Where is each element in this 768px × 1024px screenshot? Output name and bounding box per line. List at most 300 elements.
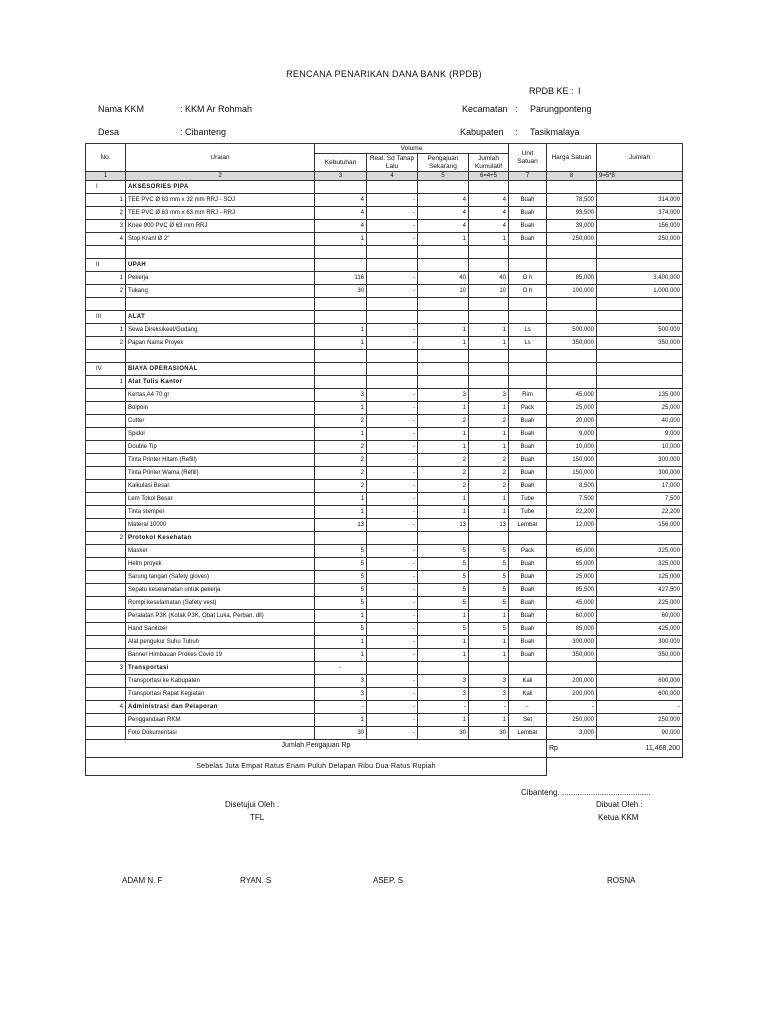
cell-uraian: Double Tip	[126, 441, 315, 454]
spacer-cell	[418, 246, 469, 259]
cell-unit: Buah	[509, 649, 547, 662]
cell-unit: Pack	[509, 545, 547, 558]
cell-kum: 5	[469, 584, 509, 597]
cell-peng: 3	[418, 389, 469, 402]
spacer-cell	[418, 350, 469, 363]
cell-kum: 1	[469, 233, 509, 246]
table-row	[86, 402, 683, 415]
cell-uraian: TEE PVC Ø 63 mm x 32 mm RRJ - SOJ	[126, 194, 315, 207]
cell-keb: 1	[315, 649, 367, 662]
cell-unit: Set	[509, 714, 547, 727]
cell-uraian: Kertas A4 70 gr	[126, 389, 315, 402]
col-pengajuan: Pengajuan Sekarang	[418, 154, 469, 172]
cell-peng: 2	[418, 480, 469, 493]
cell-unit	[509, 181, 547, 194]
cell-real: -	[367, 558, 418, 571]
cell-real: -	[367, 545, 418, 558]
cell-harga: 150,000	[547, 467, 597, 480]
cell-keb: 5	[315, 597, 367, 610]
cell-no	[86, 688, 126, 701]
cell-no	[86, 519, 126, 532]
cell-unit: Buah	[509, 441, 547, 454]
cell-harga: 45,000	[547, 597, 597, 610]
cell-jumlah: 22,200	[597, 506, 683, 519]
cell-kum: 10	[469, 285, 509, 298]
cell-jumlah: 25,000	[597, 402, 683, 415]
cell-uraian: Helm proyek	[126, 558, 315, 571]
table-row	[86, 220, 683, 233]
rpdb-ke-value: I	[578, 86, 581, 96]
cell-kum: 4	[469, 207, 509, 220]
cell-uraian: Protokol Kesehatan	[126, 532, 315, 545]
cell-kum: 2	[469, 454, 509, 467]
cell-no	[86, 480, 126, 493]
cell-peng: 3	[418, 675, 469, 688]
table-row	[86, 194, 683, 207]
cell-harga: 85,500	[547, 584, 597, 597]
cell-peng: 5	[418, 571, 469, 584]
spacer-cell	[597, 298, 683, 311]
table-row	[86, 610, 683, 623]
cell-kum: 1	[469, 714, 509, 727]
column-number-row	[86, 172, 683, 181]
cell-jumlah: 325,000	[597, 545, 683, 558]
cell-no	[86, 454, 126, 467]
cell-no: 3	[86, 662, 126, 675]
place-date: Cibanteng. ........................................	[521, 788, 651, 797]
cell-unit: Tube	[509, 506, 547, 519]
spacer-cell	[86, 298, 126, 311]
cell-jumlah: 135,000	[597, 389, 683, 402]
spacer-cell	[469, 246, 509, 259]
cell-no	[86, 428, 126, 441]
cell-keb: 2	[315, 467, 367, 480]
cell-harga: 250,000	[547, 233, 597, 246]
cell-harga: 200,000	[547, 688, 597, 701]
col-kebutuhan: Kebutuhan	[315, 154, 367, 172]
cell-keb: 4	[315, 207, 367, 220]
num-4: 4	[367, 172, 418, 181]
cell-real: -	[367, 467, 418, 480]
cell-keb: 2	[315, 415, 367, 428]
kecamatan-colon: :	[515, 104, 518, 114]
cell-jumlah: 374,000	[597, 207, 683, 220]
cell-kum: 5	[469, 545, 509, 558]
cell-unit: Buah	[509, 428, 547, 441]
cell-peng: 5	[418, 597, 469, 610]
cell-jumlah: 314,000	[597, 194, 683, 207]
cell-real	[367, 311, 418, 324]
cell-peng: 40	[418, 272, 469, 285]
cell-jumlah: 600,000	[597, 688, 683, 701]
cell-no	[86, 389, 126, 402]
cell-keb: 30	[315, 727, 367, 740]
cell-jumlah: 325,000	[597, 558, 683, 571]
cell-jumlah: 156,000	[597, 519, 683, 532]
cell-unit: Rim	[509, 389, 547, 402]
cell-peng: 1	[418, 402, 469, 415]
cell-keb: -	[315, 701, 367, 714]
cell-keb: 5	[315, 558, 367, 571]
disetujui-label: Disetujui Oleh :	[225, 800, 280, 809]
cell-peng: 4	[418, 220, 469, 233]
cell-unit: O h	[509, 272, 547, 285]
cell-keb: 1	[315, 636, 367, 649]
cell-peng: 1	[418, 428, 469, 441]
cell-harga	[547, 181, 597, 194]
cell-uraian: Transportasi Rapat Kegiatan	[126, 688, 315, 701]
cell-harga	[547, 376, 597, 389]
cell-peng: 2	[418, 467, 469, 480]
cell-peng: 1	[418, 324, 469, 337]
terbilang-blank	[547, 758, 683, 776]
table-row	[86, 207, 683, 220]
cell-harga: 65,000	[547, 558, 597, 571]
desa-value: : Cibanteng	[180, 127, 227, 137]
signatory-asep: ASEP. S	[373, 876, 404, 885]
cell-no	[86, 714, 126, 727]
num-5: 5	[418, 172, 469, 181]
cell-peng	[418, 376, 469, 389]
table-row	[86, 545, 683, 558]
cell-jumlah: 225,000	[597, 597, 683, 610]
cell-uraian: Banner Himbauan Prokes Covid 19	[126, 649, 315, 662]
cell-real: -	[367, 636, 418, 649]
cell-uraian: Transportasi ke Kabupaten	[126, 675, 315, 688]
cell-kum: 4	[469, 194, 509, 207]
cell-harga: 150,000	[547, 454, 597, 467]
section-row	[86, 181, 683, 194]
cell-uraian: Alat Tulis Kantor	[126, 376, 315, 389]
cell-keb: 1	[315, 493, 367, 506]
cell-peng: 1	[418, 441, 469, 454]
cell-kum	[469, 181, 509, 194]
num-3: 3	[315, 172, 367, 181]
cell-real	[367, 181, 418, 194]
cell-no	[86, 493, 126, 506]
cell-jumlah: 425,000	[597, 623, 683, 636]
cell-real	[367, 662, 418, 675]
cell-real: -	[367, 272, 418, 285]
cell-real: -	[367, 233, 418, 246]
cell-real: -	[367, 480, 418, 493]
cell-unit: Buah	[509, 597, 547, 610]
cell-uraian: Administrasi dan Pelaporan	[126, 701, 315, 714]
cell-peng: 10	[418, 285, 469, 298]
num-6: 6=4+5	[469, 172, 509, 181]
spacer-cell	[315, 350, 367, 363]
cell-uraian: Foto Dokumentasi	[126, 727, 315, 740]
cell-harga: 250,000	[547, 714, 597, 727]
total-label: Jumlah Pengajuan Rp	[86, 740, 547, 758]
cell-jumlah: 350,000	[597, 649, 683, 662]
cell-keb	[315, 532, 367, 545]
spacer-cell	[509, 350, 547, 363]
cell-jumlah: 250,000	[597, 233, 683, 246]
cell-unit	[509, 662, 547, 675]
cell-harga: 10,000	[547, 441, 597, 454]
signatory-rosna: ROSNA	[607, 876, 636, 885]
cell-unit: Buah	[509, 571, 547, 584]
cell-kum: 1	[469, 610, 509, 623]
cell-peng	[418, 532, 469, 545]
col-no: No.	[86, 144, 126, 172]
cell-peng: 1	[418, 493, 469, 506]
spacer-cell	[126, 246, 315, 259]
cell-harga: 20,000	[547, 415, 597, 428]
cell-uraian: Knee 900 PVC Ø 63 mm RRJ	[126, 220, 315, 233]
cell-uraian: Cutter	[126, 415, 315, 428]
cell-uraian: AKSESORIES PIPA	[126, 181, 315, 194]
cell-unit: Kali	[509, 688, 547, 701]
cell-kum: 3	[469, 389, 509, 402]
cell-keb: 4	[315, 220, 367, 233]
cell-jumlah	[597, 363, 683, 376]
cell-kum	[469, 259, 509, 272]
cell-unit: O h	[509, 285, 547, 298]
cell-uraian: Kalkulasi Besar	[126, 480, 315, 493]
cell-real: -	[367, 402, 418, 415]
cell-uraian: BIAYA OPERASIONAL	[126, 363, 315, 376]
rpdb-ke-label: RPDB KE :	[529, 86, 574, 96]
cell-harga: 85,000	[547, 623, 597, 636]
cell-no: 1	[86, 272, 126, 285]
table-row	[86, 467, 683, 480]
kabupaten-label: Kabupaten	[460, 127, 504, 137]
cell-real	[367, 376, 418, 389]
section-row	[86, 311, 683, 324]
cell-uraian: Lem Tokol Besar	[126, 493, 315, 506]
cell-jumlah: 3,400,000	[597, 272, 683, 285]
cell-peng: 2	[418, 454, 469, 467]
cell-jumlah: 156,000	[597, 220, 683, 233]
cell-keb	[315, 376, 367, 389]
cell-real: -	[367, 324, 418, 337]
cell-no	[86, 506, 126, 519]
cell-no	[86, 636, 126, 649]
cell-uraian: Tinta Printer Hitam (Refill)	[126, 454, 315, 467]
spacer-row	[86, 350, 683, 363]
cell-jumlah: 300,000	[597, 467, 683, 480]
cell-no	[86, 467, 126, 480]
kecamatan-label: Kecamatan	[462, 104, 508, 114]
cell-no: 4	[86, 233, 126, 246]
cell-uraian: TEE PVC Ø 63 mm x 63 mm RRJ - RRJ	[126, 207, 315, 220]
cell-unit: Buah	[509, 207, 547, 220]
cell-keb: 2	[315, 454, 367, 467]
cell-uraian: Sepatu keselamatan untuk pekerja	[126, 584, 315, 597]
cell-keb: -	[315, 662, 367, 675]
cell-peng: 4	[418, 194, 469, 207]
cell-jumlah: 250,000	[597, 714, 683, 727]
cell-keb: 30	[315, 285, 367, 298]
cell-kum: 1	[469, 649, 509, 662]
terbilang-row	[86, 758, 683, 776]
table-row	[86, 428, 683, 441]
num-2: 2	[126, 172, 315, 181]
cell-real: -	[367, 727, 418, 740]
cell-no: 1	[86, 324, 126, 337]
col-jumlah: Jumlah	[597, 144, 683, 172]
spacer-cell	[469, 298, 509, 311]
cell-keb: 13	[315, 519, 367, 532]
table-row	[86, 389, 683, 402]
cell-jumlah: 500,000	[597, 324, 683, 337]
cell-harga: 22,200	[547, 506, 597, 519]
spacer-cell	[367, 246, 418, 259]
cell-kum	[469, 311, 509, 324]
cell-no	[86, 402, 126, 415]
cell-keb: 1	[315, 610, 367, 623]
cell-unit: Lembar	[509, 519, 547, 532]
cell-real: -	[367, 337, 418, 350]
cell-harga	[547, 532, 597, 545]
cell-real: -	[367, 415, 418, 428]
cell-real: -	[367, 441, 418, 454]
cell-peng: 5	[418, 545, 469, 558]
cell-unit	[509, 376, 547, 389]
table-row	[86, 480, 683, 493]
cell-peng: 1	[418, 337, 469, 350]
cell-unit: Lembar	[509, 727, 547, 740]
cell-harga: 7,500	[547, 493, 597, 506]
cell-kum: 40	[469, 272, 509, 285]
cell-no	[86, 545, 126, 558]
spacer-cell	[597, 246, 683, 259]
nama-value: : KKM Ar Rohmah	[180, 104, 253, 114]
cell-real: -	[367, 688, 418, 701]
cell-jumlah	[597, 532, 683, 545]
col-real: Real. Sd Tahap Lalu	[367, 154, 418, 172]
cell-uraian: UPAH	[126, 259, 315, 272]
cell-jumlah: 300,000	[597, 636, 683, 649]
cell-peng: 1	[418, 649, 469, 662]
table-row	[86, 558, 683, 571]
cell-harga: 8,500	[547, 480, 597, 493]
cell-uraian: Rompi keselamatan (Safety vest)	[126, 597, 315, 610]
cell-no	[86, 558, 126, 571]
cell-kum: 2	[469, 480, 509, 493]
cell-unit: Buah	[509, 220, 547, 233]
cell-kum: -	[469, 701, 509, 714]
cell-harga	[547, 363, 597, 376]
cell-harga: -	[547, 701, 597, 714]
table-row	[86, 519, 683, 532]
cell-harga: 60,000	[547, 610, 597, 623]
section-row	[86, 363, 683, 376]
cell-harga: 39,000	[547, 220, 597, 233]
cell-uraian: Tukang	[126, 285, 315, 298]
cell-keb: 1	[315, 324, 367, 337]
cell-peng: -	[418, 701, 469, 714]
cell-real: -	[367, 675, 418, 688]
cell-uraian: Transportasi	[126, 662, 315, 675]
cell-keb: 1	[315, 337, 367, 350]
cell-no: 3	[86, 220, 126, 233]
tfl-label: TFL	[250, 813, 265, 822]
cell-uraian: Sarung tangan (Safety gloves)	[126, 571, 315, 584]
spacer-row	[86, 246, 683, 259]
spacer-cell	[547, 350, 597, 363]
col-kumulatif: Jumlah Kumulatif	[469, 154, 509, 172]
cell-no	[86, 649, 126, 662]
cell-no: 2	[86, 337, 126, 350]
cell-unit: Buah	[509, 558, 547, 571]
cell-keb: 1	[315, 428, 367, 441]
cell-kum	[469, 662, 509, 675]
cell-harga: 85,000	[547, 272, 597, 285]
subsection-row	[86, 532, 683, 545]
cell-peng: 13	[418, 519, 469, 532]
cell-kum: 1	[469, 337, 509, 350]
cell-keb: 4	[315, 194, 367, 207]
cell-no: 1	[86, 376, 126, 389]
cell-unit: Buah	[509, 467, 547, 480]
cell-jumlah: -	[597, 701, 683, 714]
cell-harga	[547, 662, 597, 675]
ketua-label: Ketua KKM	[598, 813, 639, 822]
cell-jumlah: 9,000	[597, 428, 683, 441]
cell-real: -	[367, 493, 418, 506]
cell-harga: 3,000	[547, 727, 597, 740]
cell-unit	[509, 259, 547, 272]
cell-peng: 1	[418, 506, 469, 519]
cell-uraian: Pekerja	[126, 272, 315, 285]
cell-harga: 25,000	[547, 402, 597, 415]
cell-keb: 3	[315, 688, 367, 701]
spacer-cell	[367, 350, 418, 363]
cell-harga	[547, 259, 597, 272]
cell-peng: 5	[418, 558, 469, 571]
spacer-cell	[547, 246, 597, 259]
table-row	[86, 584, 683, 597]
cell-harga: 9,000	[547, 428, 597, 441]
cell-keb: 1	[315, 506, 367, 519]
cell-kum: 30	[469, 727, 509, 740]
cell-keb: 3	[315, 675, 367, 688]
cell-peng: 30	[418, 727, 469, 740]
cell-peng: 5	[418, 623, 469, 636]
cell-unit: Buah	[509, 623, 547, 636]
cell-kum: 5	[469, 597, 509, 610]
kabupaten-value: Tasikmalaya	[530, 127, 580, 137]
table-row	[86, 285, 683, 298]
table-row	[86, 727, 683, 740]
cell-kum: 3	[469, 688, 509, 701]
cell-jumlah: 600,000	[597, 675, 683, 688]
cell-no: 2	[86, 207, 126, 220]
cell-jumlah: 17,000	[597, 480, 683, 493]
cell-jumlah: 10,000	[597, 441, 683, 454]
cell-harga	[547, 311, 597, 324]
cell-jumlah: 350,000	[597, 337, 683, 350]
cell-harga: 78,500	[547, 194, 597, 207]
cell-jumlah: 125,000	[597, 571, 683, 584]
cell-real: -	[367, 428, 418, 441]
cell-kum: 2	[469, 467, 509, 480]
cell-no	[86, 623, 126, 636]
signatory-ryan: RYAN. S	[240, 876, 272, 885]
cell-kum	[469, 363, 509, 376]
cell-no: 1	[86, 194, 126, 207]
rpdb-table	[85, 143, 683, 776]
cell-keb: 2	[315, 480, 367, 493]
table-row	[86, 441, 683, 454]
cell-unit: Buah	[509, 194, 547, 207]
cell-keb: 5	[315, 545, 367, 558]
cell-kum: 1	[469, 441, 509, 454]
spacer-cell	[547, 298, 597, 311]
